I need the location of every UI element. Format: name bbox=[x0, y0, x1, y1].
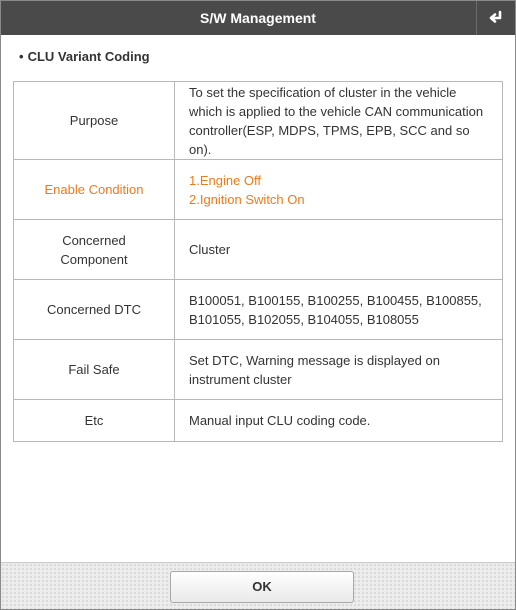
row-value bbox=[175, 340, 503, 400]
info-table bbox=[13, 81, 503, 442]
value-line: Cluster bbox=[189, 242, 231, 257]
value-line: To set the specification of cluster in the vehicle bbox=[189, 84, 457, 100]
window-title: S/W Management bbox=[200, 10, 316, 26]
value-line: Manual input CLU coding code. bbox=[189, 413, 371, 428]
value-line: controller(ESP, MDPS, TPMS, EPB, SCC and so on). bbox=[189, 122, 470, 157]
heading-bullet: • bbox=[19, 49, 24, 64]
table-row-enable-condition bbox=[14, 160, 503, 220]
row-label: Etc bbox=[14, 400, 175, 442]
row-label bbox=[14, 220, 175, 280]
row-label: Concerned DTC bbox=[14, 280, 175, 340]
row-value bbox=[175, 160, 503, 220]
ok-button[interactable]: OK bbox=[170, 571, 354, 603]
row-value bbox=[175, 82, 503, 160]
label-line: Concerned bbox=[62, 232, 126, 248]
value-line: Set DTC, Warning message is displayed on bbox=[189, 352, 440, 368]
table-row-etc bbox=[14, 400, 503, 442]
value-line: B100051, B100155, B100255, B100455, B100855, bbox=[189, 292, 482, 308]
table-row-purpose bbox=[14, 82, 503, 160]
heading-text: CLU Variant Coding bbox=[27, 49, 150, 64]
title-bar bbox=[1, 1, 515, 35]
table-row-concerned-dtc bbox=[14, 280, 503, 340]
return-arrow-icon bbox=[487, 10, 505, 26]
dialog-footer bbox=[1, 562, 515, 609]
row-label: Enable Condition bbox=[14, 160, 175, 220]
back-button[interactable] bbox=[476, 1, 515, 35]
section-heading bbox=[19, 49, 150, 64]
row-label: Fail Safe bbox=[14, 340, 175, 400]
row-label: Purpose bbox=[14, 82, 175, 160]
table-row-concerned-component bbox=[14, 220, 503, 280]
label-line: Component bbox=[60, 251, 128, 267]
value-line: instrument cluster bbox=[189, 371, 292, 387]
table-row-fail-safe bbox=[14, 340, 503, 400]
row-value bbox=[175, 280, 503, 340]
value-line: which is applied to the vehicle CAN communication bbox=[189, 103, 484, 119]
value-line: B101055, B102055, B104055, B108055 bbox=[189, 311, 419, 327]
row-value bbox=[175, 220, 503, 280]
value-line: 1.Engine Off bbox=[189, 172, 262, 188]
row-value bbox=[175, 400, 503, 442]
value-line: 2.Ignition Switch On bbox=[189, 191, 305, 207]
